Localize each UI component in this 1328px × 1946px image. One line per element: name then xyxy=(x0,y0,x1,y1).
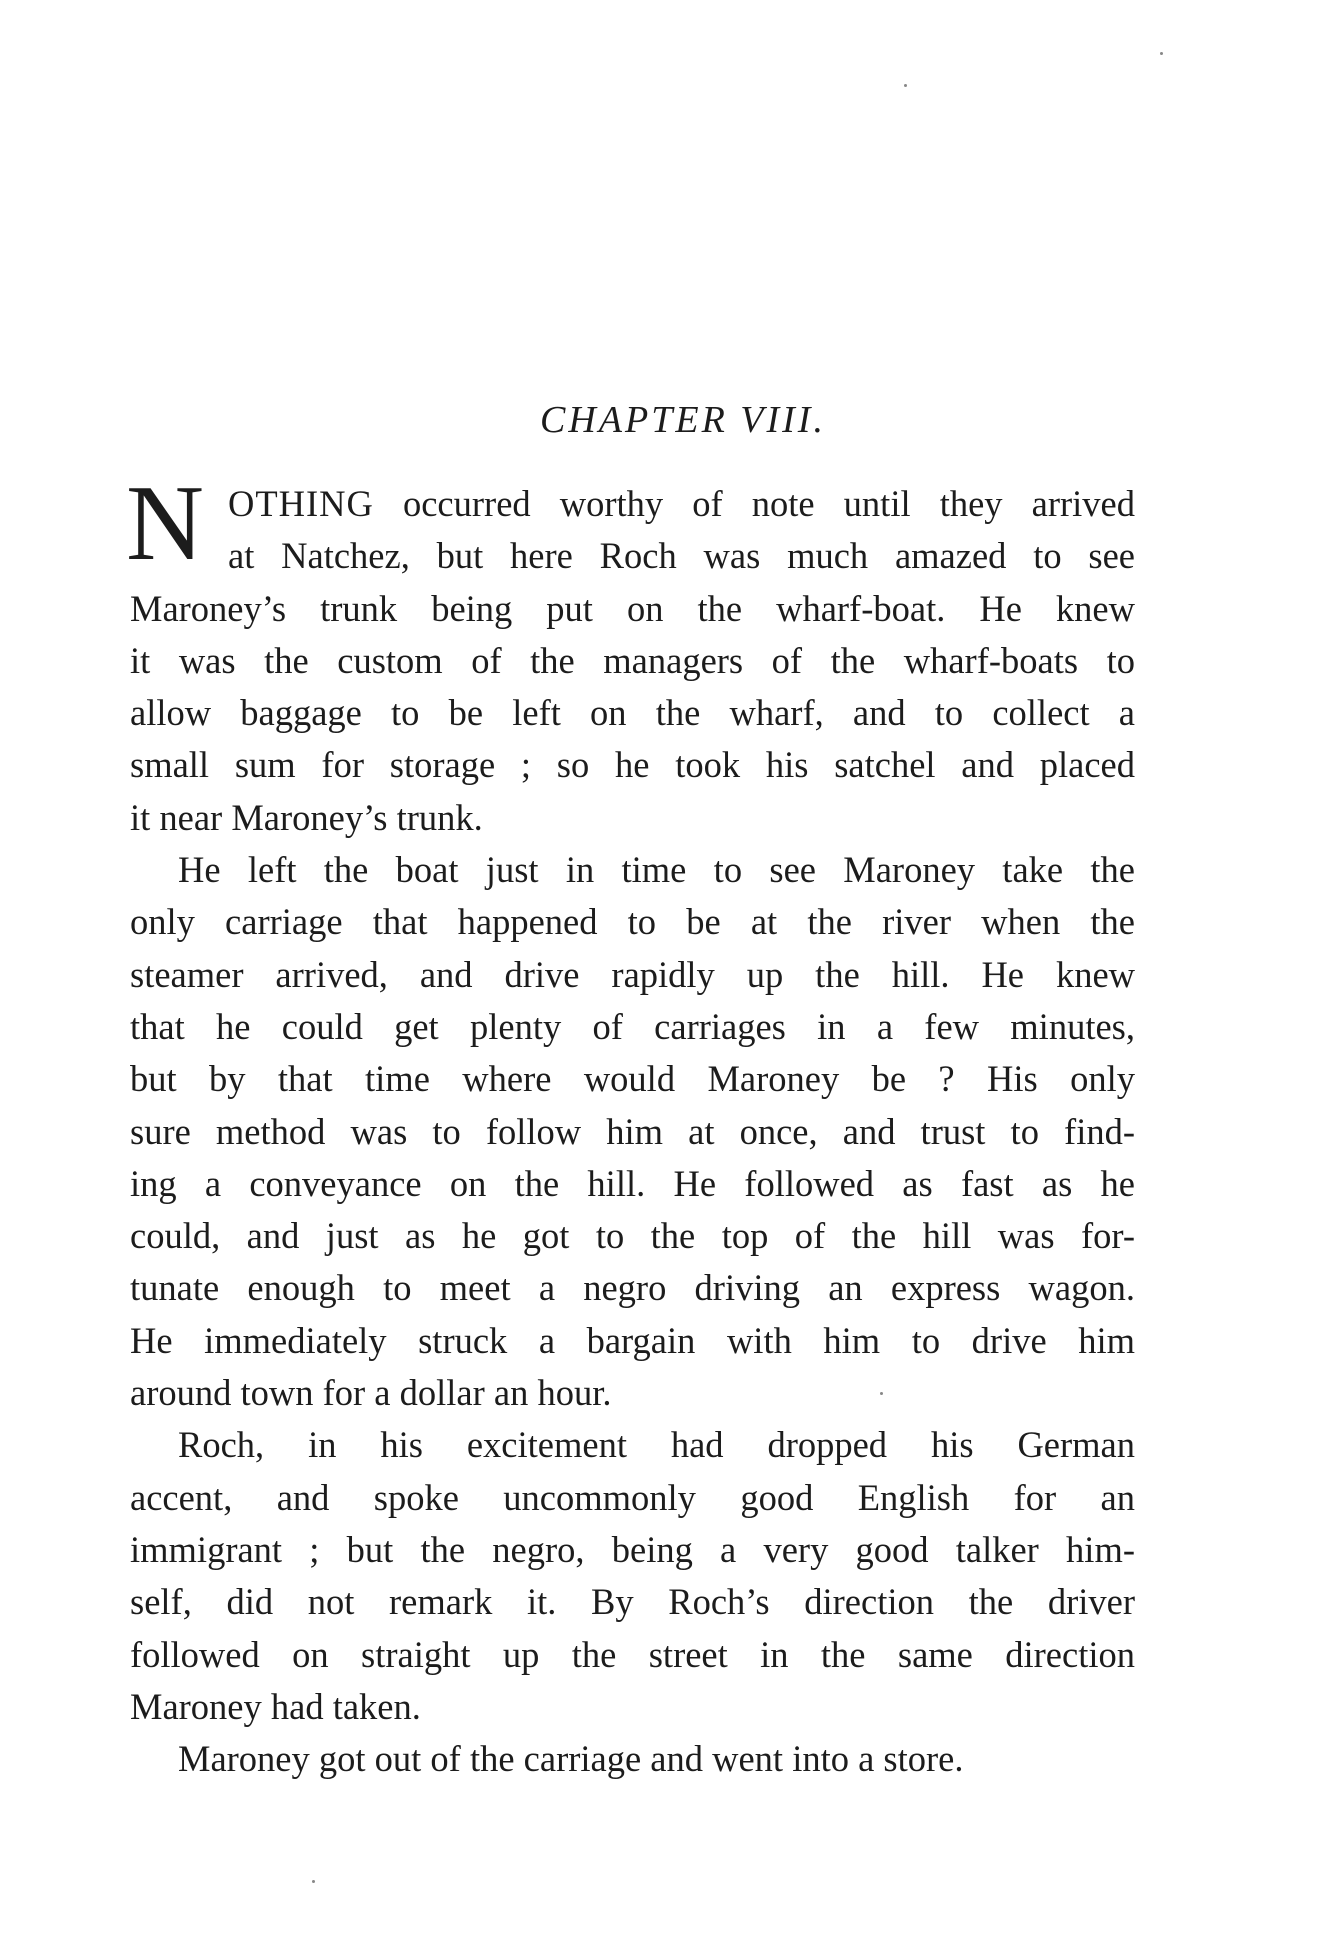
scan-speck xyxy=(904,84,907,87)
text-line: immigrant ; but the negro, being a very good talker him- xyxy=(130,1528,1135,1570)
opening-line-2: at Natchez, but here Roch was much amazed to see xyxy=(228,535,1135,577)
text-line: He left the boat just in time to see Maroney take the xyxy=(178,849,1135,891)
text-line: He immediately struck a bargain with him to drive him xyxy=(130,1319,1135,1361)
text-line: accent, and spoke uncommonly good English for an xyxy=(130,1476,1135,1518)
text-line: tunate enough to meet a negro driving an express wagon. xyxy=(130,1267,1135,1309)
opening-line-1-rest: occurred worthy of note until they arrived xyxy=(373,483,1135,524)
chapter-title: CHAPTER VIII. xyxy=(540,399,826,441)
text-line: sure method was to follow him at once, and trust to find- xyxy=(130,1110,1135,1152)
text-line: allow baggage to be left on the wharf, and to collect a xyxy=(130,692,1135,734)
chapter-body xyxy=(126,464,1135,1785)
text-line: it was the custom of the managers of the wharf-boats to xyxy=(130,639,1135,681)
text-line: Roch, in his excitement had dropped his German xyxy=(178,1424,1135,1466)
opening-line-1 xyxy=(130,478,1135,530)
drop-cap: N xyxy=(126,464,204,583)
text-line: it near Maroney’s trunk. xyxy=(130,796,483,838)
text-line: ing a conveyance on the hill. He followed as fast as he xyxy=(130,1162,1135,1204)
text-line: around town for a dollar an hour. xyxy=(130,1372,612,1414)
text-line: followed on straight up the street in the same direction xyxy=(130,1633,1135,1675)
text-line: Maroney’s trunk being put on the wharf-boat. He knew xyxy=(130,587,1135,629)
text-line: Maroney had taken. xyxy=(130,1685,421,1727)
text-line: self, did not remark it. By Roch’s direction the driver xyxy=(130,1581,1135,1623)
text-line: only carriage that happened to be at the river when the xyxy=(130,901,1135,943)
scan-speck xyxy=(880,1392,883,1395)
text-line: could, and just as he got to the top of the hill was for- xyxy=(130,1215,1135,1257)
text-line: steamer arrived, and drive rapidly up the hill. He knew xyxy=(130,953,1135,995)
text-line: small sum for storage ; so he took his satchel and placed xyxy=(130,744,1135,786)
text-line: but by that time where would Maroney be ? His only xyxy=(130,1058,1135,1100)
text-line: Maroney got out of the carriage and went into a store. xyxy=(178,1738,964,1780)
text-line: that he could get plenty of carriages in a few minutes, xyxy=(130,1005,1135,1047)
scan-speck xyxy=(1160,52,1163,55)
scan-speck xyxy=(312,1880,315,1883)
opening-small-caps: OTHING xyxy=(228,483,374,524)
